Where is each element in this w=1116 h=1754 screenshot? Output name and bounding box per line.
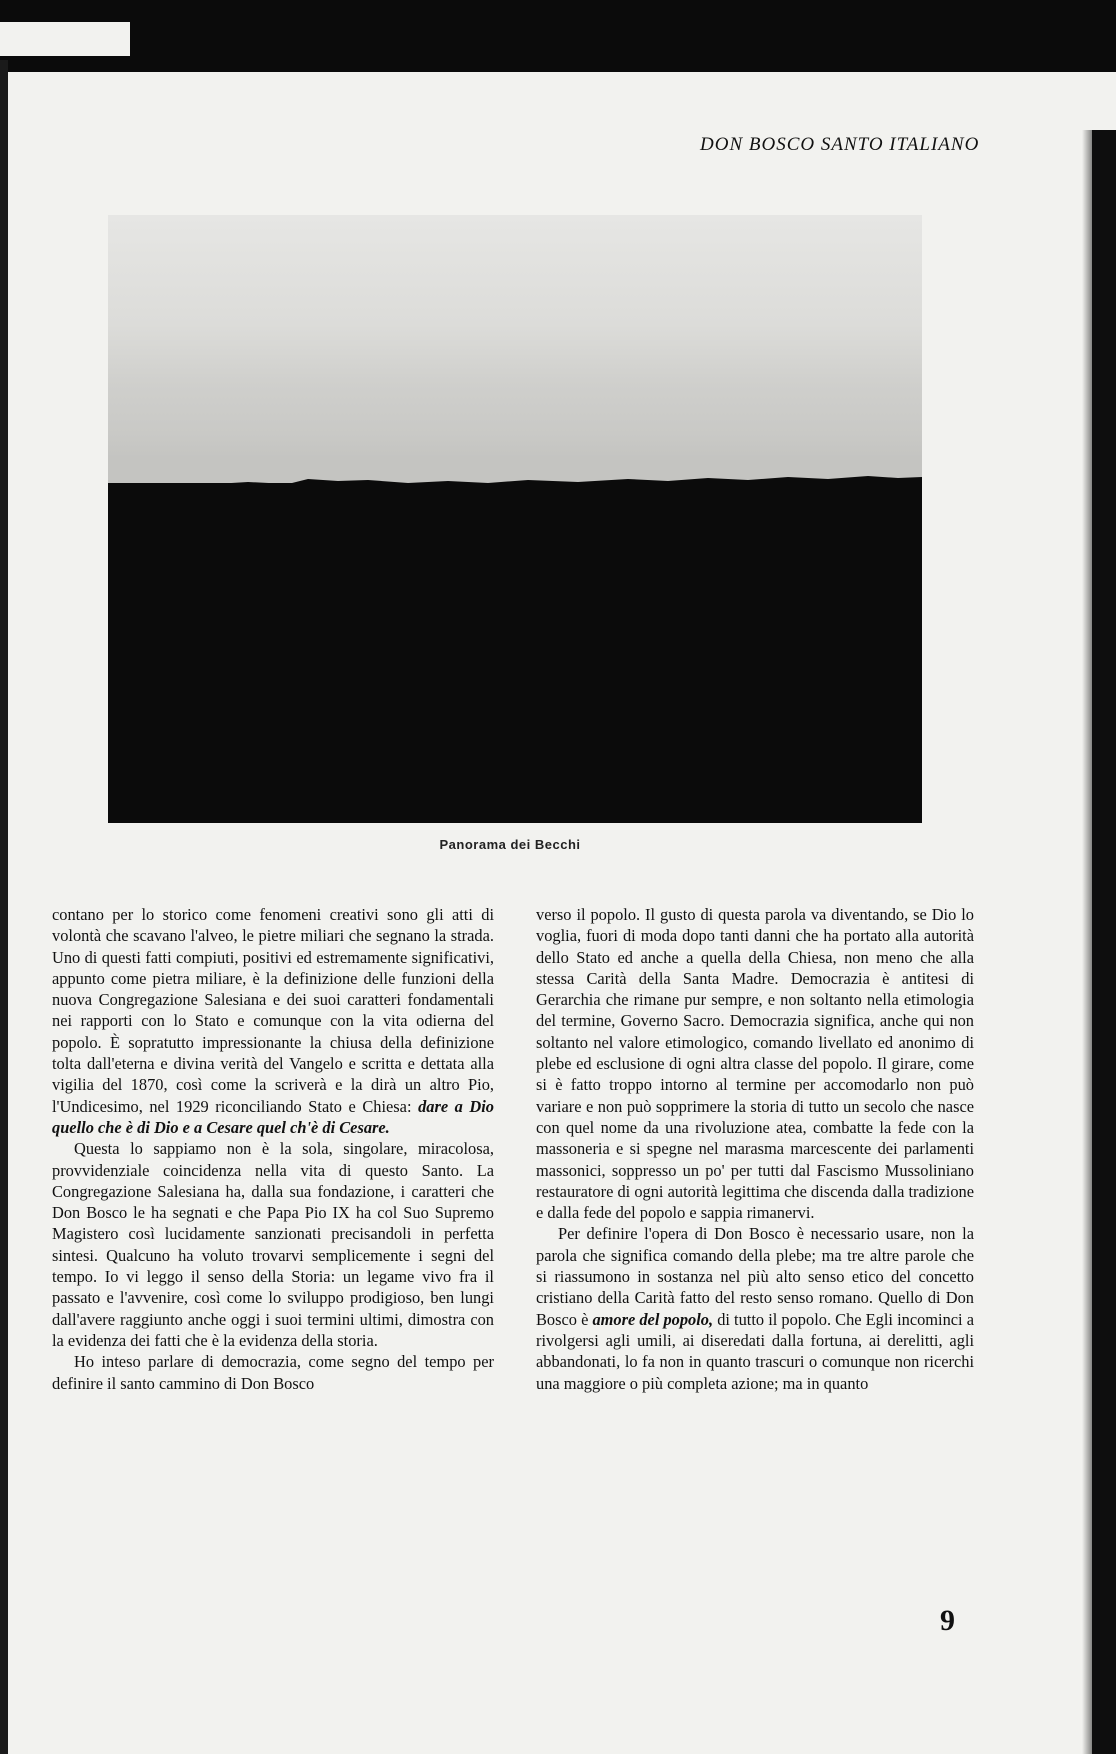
scan-border-right [1092, 130, 1116, 1754]
paragraph: verso il popolo. Il gusto di questa parola va diventando, se Dio lo voglia, fuori di moda dopo tanti danni che ha portato alla autorità dello Stato ed anche a quella della Chiesa, non meno che alla stessa Carità della Santa Madre. Democrazia è antitesi di Gerarchia che rimane pur sempre, e non soltanto nella etimologia del termine, Governo Sacro. Democrazia significa, anche qui non soltanto nel valore etimologico, comando livellato ed anonimo di plebe ed esclusione di ogni altra classe del popolo. Il girare, come si è fatto troppo intorno al termine per accomodarlo non può variare e non può sopprimere la storia di tutto un secolo che nasce con quel nome da una rivoluzione atea, combatte la fede con la massoneria e si spegne nel marasma marcescente dei parlamenti massonici, soppresso un po' per tutti dal Fascismo Mussoliniano restauratore di ogni autorità legittima che discenda dalla tradizione e dalla fede del popolo e sappia rimanervi. [536, 905, 974, 1223]
right-column [536, 904, 974, 1394]
panorama-photo [108, 215, 922, 823]
scan-border-top [0, 0, 1116, 22]
scan-border-left [0, 60, 8, 1754]
paragraph: Questa lo sappiamo non è la sola, singolare, miracolosa, provvidenziale coincidenza nella vita di questo Santo. La Congregazione Salesiana ha, dalla sua fondazione, i caratteri che Don Bosco le ha segnati e che Papa Pio IX ha col Suo Supremo Magistero così lucidamente sanzionati precisandoli in perfetta sintesi. Qualcuno ha voluto trovarvi semplicemente i segni del tempo. Io vi leggo il senso della Storia: un legame vivo fra il passato e l'avvenire, così come lo sviluppo prodigioso, ben lungi dall'avere raggiunto anche oggi i suoi termini ultimi, dimostra con la evidenza dei fatti che è la evidenza della storia. [52, 1139, 494, 1350]
scan-border-strip [0, 56, 1116, 72]
dark-landscape [108, 483, 922, 823]
page-number: 9 [940, 1604, 955, 1637]
paragraph: contano per lo storico come fenomeni creativi sono gli atti di volontà che scavano l'alveo, le pietre miliari che segnano la strada. Uno di questi fatti compiuti, positivi ed estremamente significativi, appunto come pietra miliare, è la definizione delle funzioni della nuova Congregazione Salesiana e dei suoi caratteri fondamentali nei rapporti con lo Stato e comunque con la vita odierna del popolo. È sopratutto impressionante la chiusa della definizione tolta dall'eterna e divina verità del Vangelo e scritta e dettata alla vigilia del 1870, così come la scriverà e la dirà un altro Pio, l'Undicesimo, nel 1929 riconciliando Stato e Chiesa: dare a Dio quello che è di Dio e a Cesare quel ch'è di Cesare. [52, 905, 494, 1137]
scan-shadow-right [1082, 130, 1092, 1754]
paragraph: Ho inteso parlare di democrazia, come segno del tempo per definire il santo cammino di Don Bosco [52, 1352, 494, 1393]
gospel-quote: dare a Dio quello che è di Dio e a Cesare quel ch'è di Cesare. [52, 1096, 494, 1137]
paragraph: Per definire l'opera di Don Bosco è necessario usare, non la parola che significa comando della plebe; ma tre altre parole che si riassumono in sostanza nel più alto senso etico del concetto cristiano della Carità fatto del resto senso romano. Quello di Don Bosco è amore del popolo, di tutto il popolo. Che Egli incominci a rivolgersi agli umili, ai diseredati dalla fortuna, ai derelitti, agli abbandonati, lo fa non in quanto trascuri o comunque non ricerchi una maggiore o più completa azione; ma in quanto [536, 1224, 974, 1393]
photo-caption: Panorama dei Becchi [439, 837, 581, 852]
left-column [52, 904, 494, 1394]
running-head: DON BOSCO SANTO ITALIANO [700, 134, 980, 155]
emphasis-text: amore del popolo, [592, 1309, 714, 1329]
